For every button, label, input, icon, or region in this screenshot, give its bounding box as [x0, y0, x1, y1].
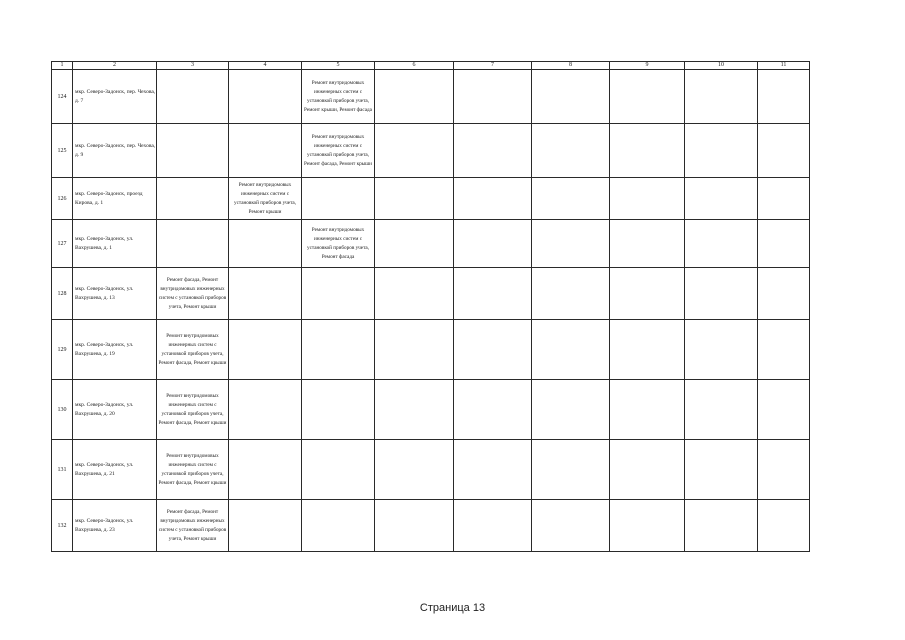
- work-cell-col4: [229, 70, 302, 124]
- empty-cell: [532, 268, 610, 320]
- column-header: 7: [454, 62, 532, 70]
- empty-cell: [532, 70, 610, 124]
- empty-cell: [532, 124, 610, 178]
- work-cell-col4: [229, 268, 302, 320]
- empty-cell: [375, 380, 454, 440]
- address-cell: мкр. Северо-Задонск, пер. Чехова, д. 7: [73, 70, 157, 124]
- empty-cell: [454, 440, 532, 500]
- empty-cell: [685, 268, 758, 320]
- work-cell-col4: Ремонт внутридомовых инженерных систем с установкой приборов учета, Ремонт крыши: [229, 178, 302, 220]
- empty-cell: [454, 220, 532, 268]
- empty-cell: [610, 500, 685, 552]
- work-cell-col3: [157, 220, 229, 268]
- column-header: 4: [229, 62, 302, 70]
- row-number: 131: [52, 440, 73, 500]
- empty-cell: [532, 500, 610, 552]
- row-number: 128: [52, 268, 73, 320]
- work-cell-col4: [229, 380, 302, 440]
- column-header: 9: [610, 62, 685, 70]
- empty-cell: [685, 124, 758, 178]
- empty-cell: [610, 70, 685, 124]
- page-number: Страница 13: [419, 602, 486, 614]
- empty-cell: [375, 268, 454, 320]
- column-header: 8: [532, 62, 610, 70]
- empty-cell: [532, 178, 610, 220]
- empty-cell: [685, 70, 758, 124]
- work-cell-col3: [157, 178, 229, 220]
- work-cell-col5: Ремонт внутридомовых инженерных систем с установкой приборов учета, Ремонт крыши, Ремонт фасада: [302, 70, 375, 124]
- row-number: 130: [52, 380, 73, 440]
- table-row: [52, 320, 810, 380]
- work-cell-col5: [302, 440, 375, 500]
- table-row: [52, 500, 810, 552]
- document-table: [51, 61, 810, 552]
- empty-cell: [610, 124, 685, 178]
- table-row: [52, 268, 810, 320]
- empty-cell: [758, 70, 810, 124]
- work-cell-col5: [302, 178, 375, 220]
- empty-cell: [375, 500, 454, 552]
- work-cell-col5: [302, 320, 375, 380]
- empty-cell: [758, 380, 810, 440]
- empty-cell: [610, 268, 685, 320]
- empty-cell: [758, 220, 810, 268]
- empty-cell: [375, 320, 454, 380]
- empty-cell: [375, 178, 454, 220]
- empty-cell: [454, 124, 532, 178]
- work-cell-col3: Ремонт фасада, Ремонт внутридомовых инженерных систем с установкой приборов учета, Ремонт крыши: [157, 500, 229, 552]
- empty-cell: [375, 220, 454, 268]
- empty-cell: [532, 220, 610, 268]
- work-cell-col4: [229, 320, 302, 380]
- work-cell-col5: [302, 380, 375, 440]
- table-row: [52, 70, 810, 124]
- empty-cell: [758, 320, 810, 380]
- column-header: 3: [157, 62, 229, 70]
- work-cell-col5: Ремонт внутридомовых инженерных систем с установкой приборов учета, Ремонт фасада, Ремонт крыши: [302, 124, 375, 178]
- empty-cell: [532, 320, 610, 380]
- work-cell-col5: [302, 500, 375, 552]
- table-row: [52, 124, 810, 178]
- column-header: 6: [375, 62, 454, 70]
- address-cell: мкр. Северо-Задонск, ул. Вахрушева, д. 20: [73, 380, 157, 440]
- work-cell-col4: [229, 440, 302, 500]
- empty-cell: [685, 440, 758, 500]
- empty-cell: [685, 220, 758, 268]
- column-header: 11: [758, 62, 810, 70]
- work-cell-col3: Ремонт фасада, Ремонт внутридомовых инженерных систем с установкой приборов учета, Ремонт крыши: [157, 268, 229, 320]
- work-cell-col3: [157, 124, 229, 178]
- empty-cell: [610, 320, 685, 380]
- column-header: 2: [73, 62, 157, 70]
- empty-cell: [610, 440, 685, 500]
- address-cell: мкр. Северо-Задонск, ул. Вахрушева, д. 1: [73, 220, 157, 268]
- empty-cell: [375, 440, 454, 500]
- empty-cell: [454, 500, 532, 552]
- address-cell: мкр. Северо-Задонск, пер. Чехова, д. 9: [73, 124, 157, 178]
- column-header: 1: [52, 62, 73, 70]
- empty-cell: [454, 380, 532, 440]
- empty-cell: [685, 380, 758, 440]
- row-number: 126: [52, 178, 73, 220]
- work-cell-col5: Ремонт внутридомовых инженерных систем с установкой приборов учета, Ремонт фасада: [302, 220, 375, 268]
- row-number: 124: [52, 70, 73, 124]
- empty-cell: [758, 178, 810, 220]
- table-row: [52, 178, 810, 220]
- empty-cell: [454, 320, 532, 380]
- work-cell-col3: Ремонт внутридомовых инженерных систем с установкой приборов учета, Ремонт фасада, Ремонт крыши: [157, 440, 229, 500]
- empty-cell: [685, 178, 758, 220]
- empty-cell: [610, 380, 685, 440]
- table-row: [52, 220, 810, 268]
- empty-cell: [375, 124, 454, 178]
- empty-cell: [454, 70, 532, 124]
- address-cell: мкр. Северо-Задонск, ул. Вахрушева, д. 21: [73, 440, 157, 500]
- work-cell-col4: [229, 500, 302, 552]
- address-cell: мкр. Северо-Задонск, ул. Вахрушева, д. 13: [73, 268, 157, 320]
- empty-cell: [758, 500, 810, 552]
- row-number: 125: [52, 124, 73, 178]
- empty-cell: [532, 380, 610, 440]
- column-header: 5: [302, 62, 375, 70]
- empty-cell: [454, 268, 532, 320]
- work-cell-col4: [229, 124, 302, 178]
- empty-cell: [758, 440, 810, 500]
- row-number: 132: [52, 500, 73, 552]
- empty-cell: [454, 178, 532, 220]
- empty-cell: [610, 178, 685, 220]
- row-number: 127: [52, 220, 73, 268]
- row-number: 129: [52, 320, 73, 380]
- work-cell-col3: Ремонт внутридомовых инженерных систем с установкой приборов учета, Ремонт фасада, Ремонт крыши: [157, 380, 229, 440]
- empty-cell: [532, 440, 610, 500]
- work-cell-col3: Ремонт внутридомовых инженерных систем с установкой приборов учета, Ремонт фасада, Ремонт крыши: [157, 320, 229, 380]
- empty-cell: [610, 220, 685, 268]
- work-cell-col3: [157, 70, 229, 124]
- address-cell: мкр. Северо-Задонск, ул. Вахрушева, д. 23: [73, 500, 157, 552]
- header-row: [52, 62, 810, 70]
- table-row: [52, 380, 810, 440]
- work-cell-col5: [302, 268, 375, 320]
- empty-cell: [685, 500, 758, 552]
- column-header: 10: [685, 62, 758, 70]
- empty-cell: [758, 268, 810, 320]
- empty-cell: [375, 70, 454, 124]
- table-row: [52, 440, 810, 500]
- empty-cell: [685, 320, 758, 380]
- address-cell: мкр. Северо-Задонск, проезд Кирова, д. 1: [73, 178, 157, 220]
- work-cell-col4: [229, 220, 302, 268]
- empty-cell: [758, 124, 810, 178]
- address-cell: мкр. Северо-Задонск, ул. Вахрушева, д. 19: [73, 320, 157, 380]
